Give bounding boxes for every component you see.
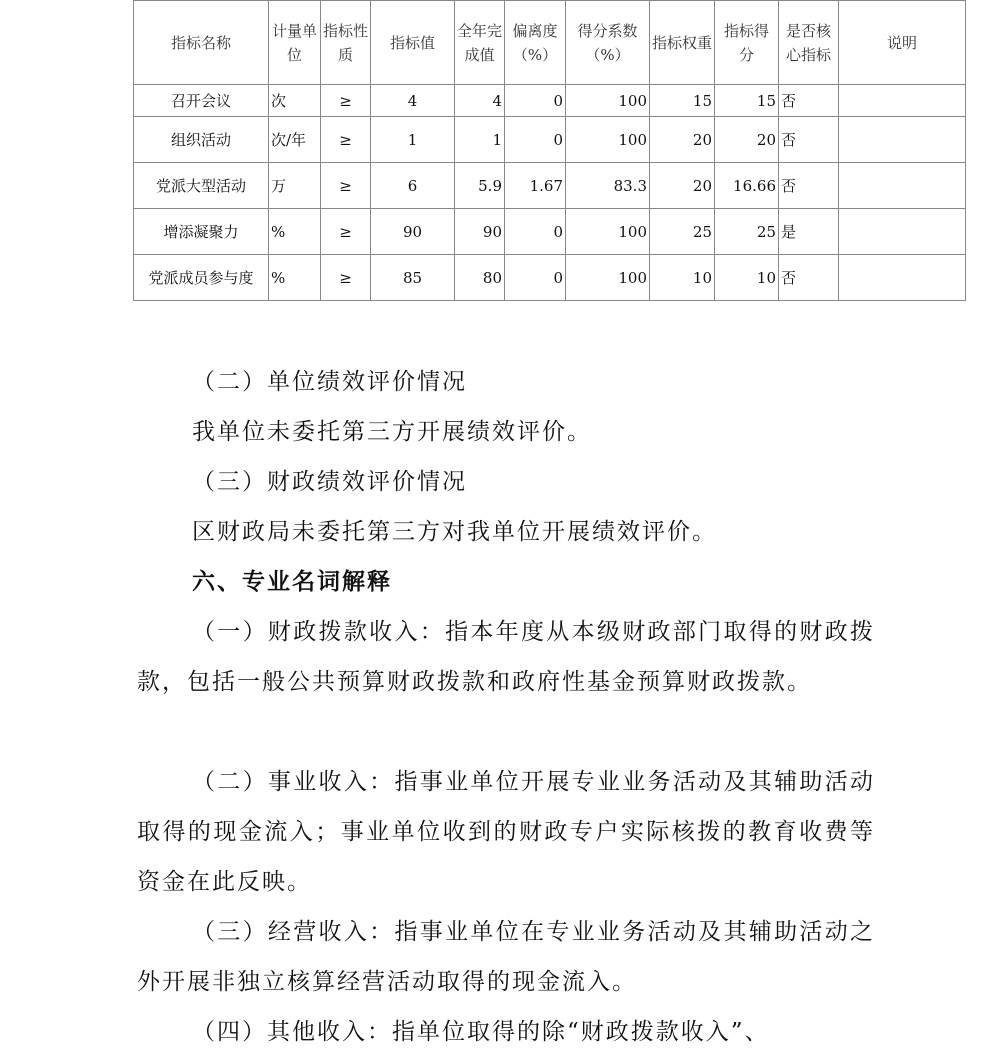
table-cell: 83.3 [566, 163, 650, 209]
table-row [134, 117, 966, 163]
table-cell: 100 [566, 209, 650, 255]
table-cell: ≥ [321, 163, 371, 209]
paragraph-label: （四）其他收入： [192, 1019, 392, 1045]
table-cell: 否 [779, 117, 839, 163]
table-cell: % [269, 255, 321, 301]
table-cell: 0 [505, 209, 566, 255]
table-row [134, 209, 966, 255]
table-cell: ≥ [321, 255, 371, 301]
table-cell: 10 [715, 255, 779, 301]
table-cell: 100 [566, 255, 650, 301]
table-header-row [134, 1, 966, 85]
table-cell: 10 [650, 255, 715, 301]
column-header: 偏离度（%） [505, 1, 566, 85]
table-cell: ≥ [321, 85, 371, 117]
paragraph [137, 607, 875, 707]
performance-indicator-table [133, 0, 966, 301]
table-cell: 4 [455, 85, 505, 117]
table-cell: 25 [650, 209, 715, 255]
table-cell: 4 [371, 85, 455, 117]
table-cell: 0 [505, 117, 566, 163]
paragraph [137, 407, 875, 457]
table-cell: 1 [371, 117, 455, 163]
paragraph-label: （三）经营收入： [192, 919, 395, 945]
paragraph-text: 我单位未委托第三方开展绩效评价。 [192, 419, 592, 445]
table-cell [839, 163, 966, 209]
paragraph-text: 指事业单位在专业业务活动及其辅助活动之外开展非独立核算经营活动取得的现金流入。 [137, 919, 876, 995]
table-cell [839, 209, 966, 255]
paragraph-text: 指事业单位开展专业业务活动及其辅助活动取得的现金流入；事业单位收到的财政专户实际核拨的教育收费等资金在此反映。 [137, 769, 876, 895]
paragraph [137, 557, 875, 607]
table-cell: 党派成员参与度 [134, 255, 269, 301]
table-cell: 90 [371, 209, 455, 255]
paragraph-text: 指单位取得的除“财政拨款收入”、 [392, 1019, 770, 1045]
paragraph [137, 1007, 875, 1057]
column-header: 计量单位 [269, 1, 321, 85]
table-cell: 增添凝聚力 [134, 209, 269, 255]
table-cell: 否 [779, 85, 839, 117]
table-row [134, 163, 966, 209]
column-header: 说明 [839, 1, 966, 85]
table-cell: 0 [505, 255, 566, 301]
table-cell: 15 [650, 85, 715, 117]
paragraph-label: （二）单位绩效评价情况 [192, 369, 467, 395]
paragraph [137, 357, 875, 407]
table-cell: 85 [371, 255, 455, 301]
table-cell: % [269, 209, 321, 255]
paragraph-label: （二）事业收入： [192, 769, 395, 795]
paragraph-text: 区财政局未委托第三方对我单位开展绩效评价。 [192, 519, 717, 545]
table-cell: 6 [371, 163, 455, 209]
column-header: 指标得分 [715, 1, 779, 85]
paragraph-text: 指本年度从本级财政部门取得的财政拨款，包括一般公共预算财政拨款和政府性基金预算财政拨款。 [137, 619, 876, 695]
paragraph-label: （三）财政绩效评价情况 [192, 469, 467, 495]
table-cell: 组织活动 [134, 117, 269, 163]
table-cell: 次 [269, 85, 321, 117]
paragraph-label: 六、专业名词解释 [192, 568, 392, 595]
table-cell: 否 [779, 163, 839, 209]
paragraph-label: （一）财政拨款收入： [192, 619, 446, 645]
table-cell: 1.67 [505, 163, 566, 209]
paragraph [137, 907, 875, 1007]
column-header: 全年完成值 [455, 1, 505, 85]
table-cell: 100 [566, 85, 650, 117]
column-header: 得分系数（%） [566, 1, 650, 85]
table-cell: ≥ [321, 117, 371, 163]
column-header: 指标权重 [650, 1, 715, 85]
table-cell: 25 [715, 209, 779, 255]
table-cell: 万 [269, 163, 321, 209]
table-cell: 90 [455, 209, 505, 255]
table-cell: 5.9 [455, 163, 505, 209]
paragraph [137, 507, 875, 557]
table-cell: 党派大型活动 [134, 163, 269, 209]
table-cell: 召开会议 [134, 85, 269, 117]
table-cell: 次/年 [269, 117, 321, 163]
table-cell [839, 85, 966, 117]
paragraph [137, 457, 875, 507]
table-cell: 20 [650, 117, 715, 163]
column-header: 指标性质 [321, 1, 371, 85]
table-cell: 20 [650, 163, 715, 209]
table-cell: 20 [715, 117, 779, 163]
column-header: 是否核心指标 [779, 1, 839, 85]
table-cell: 0 [505, 85, 566, 117]
table-cell [839, 255, 966, 301]
column-header: 指标名称 [134, 1, 269, 85]
table-row [134, 85, 966, 117]
table-cell [839, 117, 966, 163]
table-cell: 16.66 [715, 163, 779, 209]
column-header: 指标值 [371, 1, 455, 85]
table-cell: 80 [455, 255, 505, 301]
table-cell: 1 [455, 117, 505, 163]
table-cell: 100 [566, 117, 650, 163]
table-cell: 是 [779, 209, 839, 255]
paragraph [137, 757, 875, 907]
table-row [134, 255, 966, 301]
table-cell: ≥ [321, 209, 371, 255]
table-cell: 15 [715, 85, 779, 117]
table-cell: 否 [779, 255, 839, 301]
